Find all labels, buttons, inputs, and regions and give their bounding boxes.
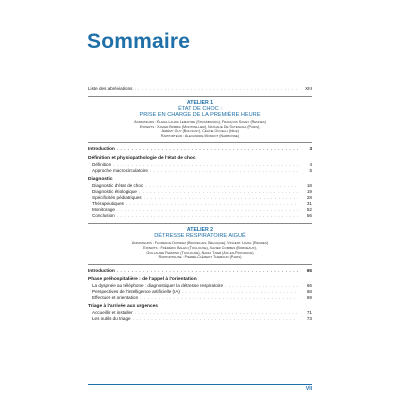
toc-entry[interactable]: Les outils du triage . . . 73: [88, 316, 312, 322]
toc-entry[interactable]: Approche macrocirculatoire . . . 5: [88, 168, 312, 174]
divider: [88, 264, 312, 265]
table-of-contents: [88, 86, 312, 322]
section-heading: Diagnostic: [88, 176, 113, 182]
atelier-number: ATELIER 1: [186, 100, 214, 107]
toc-entry-intro[interactable]: Introduction . . . 65: [88, 268, 312, 274]
page-title: Sommaire: [87, 30, 191, 53]
footer-rule: [88, 384, 312, 385]
toc-entry-abbreviations[interactable]: Liste des abréviations . . . XIII: [88, 86, 312, 92]
toc-entry[interactable]: La dyspnée au téléphone : diagnostiquer la détresse respiratoire . . . 66: [88, 283, 312, 289]
atelier-title-line: ÉTAT DE CHOC :: [178, 106, 222, 113]
section-heading: Définition et physiopathologie de l'état de choc: [88, 155, 196, 161]
toc-entry[interactable]: Monitorage . . . 52: [88, 207, 312, 213]
divider: [88, 96, 312, 97]
section-heading: Phase préhospitalière : de l'appel à l'orientation: [88, 276, 197, 282]
toc-entry[interactable]: Définition . . . 4: [88, 162, 312, 168]
atelier-2-heading: [88, 227, 312, 239]
toc-entry[interactable]: Spécificités pédiatriques . . . 28: [88, 195, 312, 201]
atelier-1-heading: [88, 100, 312, 118]
page-number: VII: [305, 386, 312, 392]
toc-entry[interactable]: Perspectives de l'intelligence artificielle (IA) . . . 68: [88, 289, 312, 295]
atelier-1-credits: Animateurs : Elena-Laura Lemaitre (Strasbourg), François Sagey (Rennes) Experts : Xavier Bobbia (Montpellier), Nathalie De Sutenaga (Paris), Jérémy Guy (Bologny), Céline Occelli (Nice) Rapporteur : Alexandre Mondot (Narbonne): [134, 120, 266, 138]
atelier-title-line: PRISE EN CHARGE DE LA PREMIÈRE HEURE: [139, 112, 261, 119]
toc-entry[interactable]: Thérapeutiques . . . 31: [88, 201, 312, 207]
toc-entry[interactable]: Diagnostic étiologique . . . 19: [88, 189, 312, 195]
divider: [88, 142, 312, 143]
toc-entry[interactable]: Effectuer et orientation . . . 69: [88, 295, 312, 301]
divider: [88, 223, 312, 224]
toc-entry-intro[interactable]: Introduction . . . 3: [88, 146, 312, 152]
atelier-number: ATELIER 2: [186, 227, 214, 234]
section-heading: Triage à l'arrivée aux urgences: [88, 304, 158, 310]
atelier-title-line: DÉTRESSE RESPIRATOIRE AIGUË: [154, 233, 246, 240]
toc-entry[interactable]: Conclusion . . . 56: [88, 213, 312, 219]
toc-entry[interactable]: Diagnostic d'état de choc . . . 18: [88, 183, 312, 189]
toc-entry[interactable]: Accueillir et installer . . . 71: [88, 310, 312, 316]
atelier-2-credits: Animateurs : Florence Dupriez (Bruxelles, Belgique), Vincent Lavail (Rennes) Experts : Frédéric Balen (Toulouse), Xavier Combes (Bordeaux), Guillaume Fermino (Toulouse), Nadia Taieb (Aix-en-Provence) Rapporteuse : Pierre-Clément Thiebaud (Paris): [131, 241, 269, 260]
